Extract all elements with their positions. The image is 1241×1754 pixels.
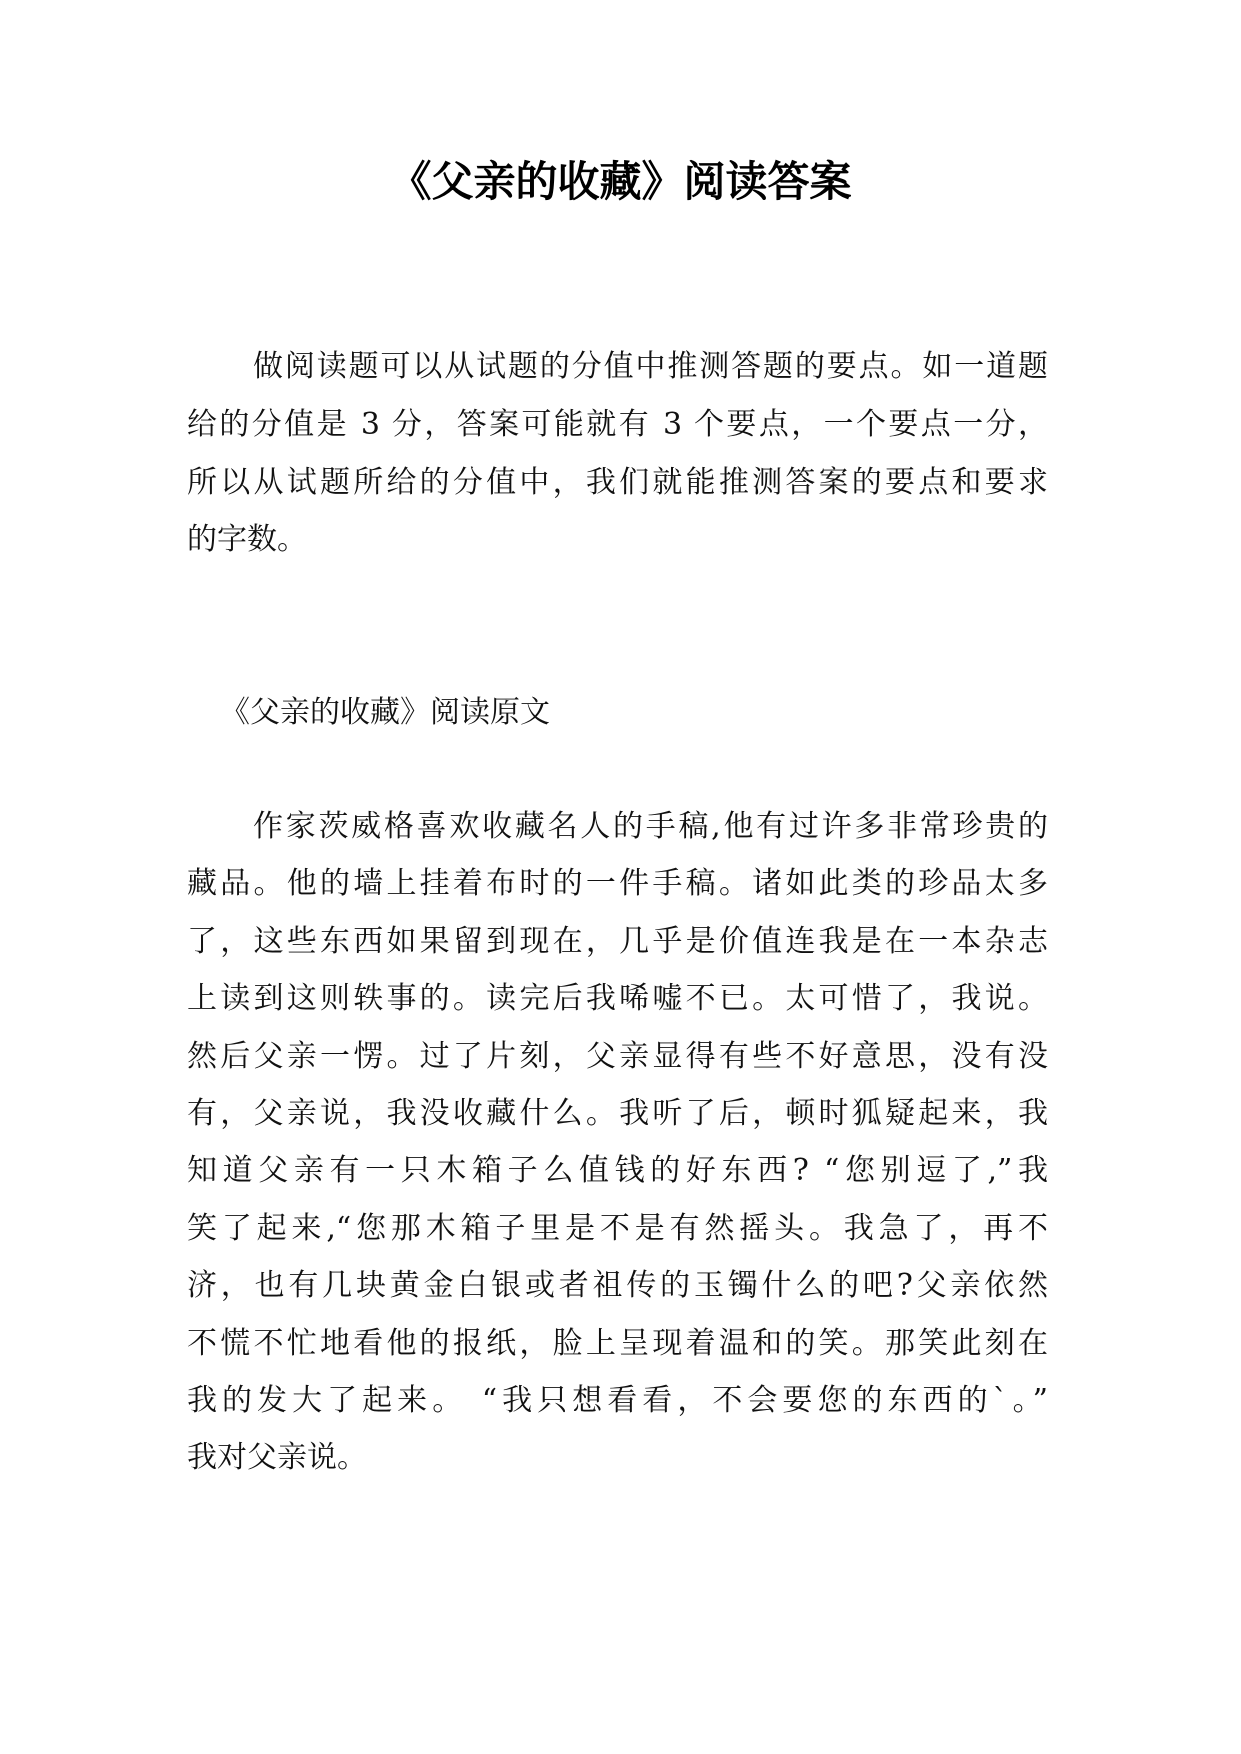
text-line: 作家茨威格喜欢收藏名人的手稿,他有过许多非常珍贵的 <box>253 809 1048 844</box>
text-line: 笑了起来,“您那木箱子里是不是有然摇头。我急了，再不 <box>187 1210 1048 1246</box>
section-heading: 《父亲的收藏》阅读原文 <box>220 695 550 730</box>
text-line: 我对父亲说。 <box>187 1440 367 1476</box>
text-line: 然后父亲一愣。过了片刻，父亲显得有些不好意思，没有没 <box>187 1038 1048 1074</box>
text-line: 藏品。他的墙上挂着布时的一件手稿。诸如此类的珍品太多 <box>187 866 1048 902</box>
text-line: 给的分值是 3 分，答案可能就有 3 个要点，一个要点一分， <box>187 406 1048 442</box>
text-line: 不慌不忙地看他的报纸，脸上呈现着温和的笑。那笑此刻在 <box>187 1325 1048 1361</box>
text-line: 上读到这则轶事的。读完后我唏嘘不已。太可惜了，我说。 <box>187 981 1048 1017</box>
story-paragraph <box>187 798 1048 1487</box>
document-title: 《父亲的收藏》阅读答案 <box>389 157 852 206</box>
text-line: 做阅读题可以从试题的分值中推测答题的要点。如一道题 <box>253 349 1048 384</box>
text-line: 了，这些东西如果留到现在，几乎是价值连我是在一本杂志 <box>187 923 1048 959</box>
text-line: 济，也有几块黄金白银或者祖传的玉镯什么的吧?父亲依然 <box>187 1268 1048 1304</box>
text-line: 知道父亲有一只木箱子么值钱的好东西? “您别逗了,”我 <box>187 1153 1048 1189</box>
text-line: 所以从试题所给的分值中，我们就能推测答案的要点和要求 <box>187 464 1048 500</box>
text-line: 有，父亲说，我没收藏什么。我听了后，顿时狐疑起来，我 <box>187 1096 1048 1132</box>
intro-paragraph <box>187 338 1048 569</box>
text-line: 我的发大了起来。 “我只想看看，不会要您的东西的`。” <box>187 1383 1048 1419</box>
text-line: 的字数。 <box>187 522 307 558</box>
